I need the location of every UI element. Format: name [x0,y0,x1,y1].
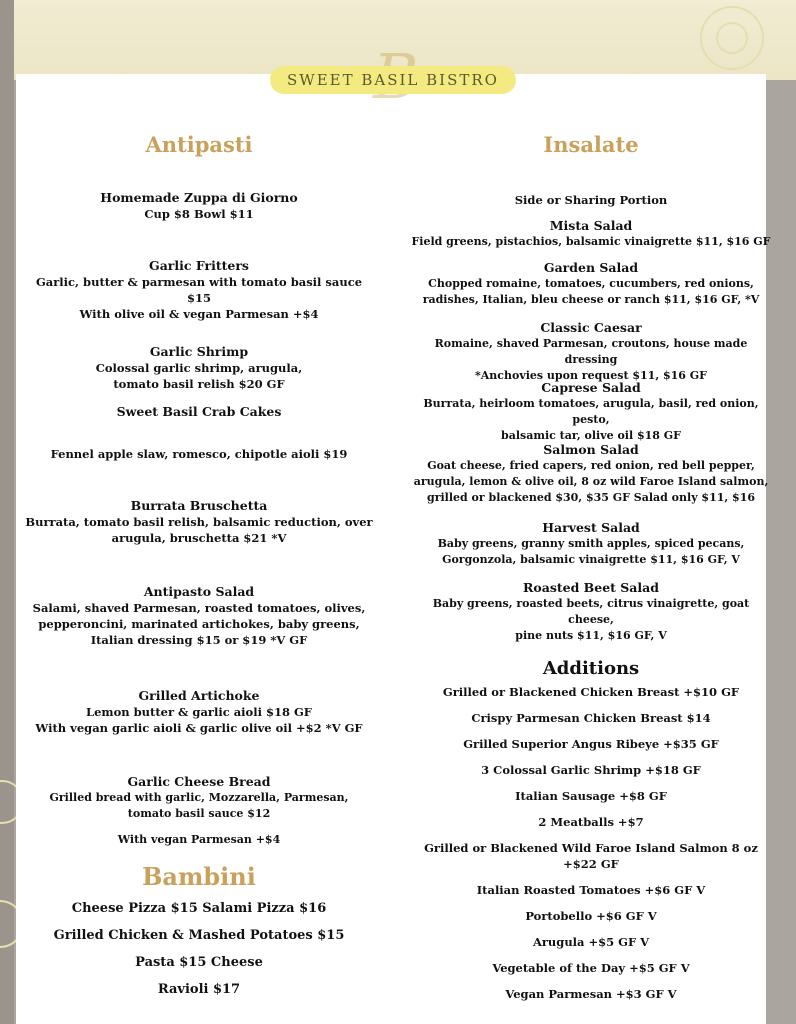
item-name: Roasted Beet Salad [523,580,659,595]
insalate-column [410,128,772,1008]
item-name: Grilled Artichoke [138,688,260,703]
item-desc: With olive oil & vegan Parmesan +$4 [79,307,319,321]
item-desc: Cup $8 Bowl $11 [144,207,254,221]
menu-item [24,584,374,648]
antipasti-column [24,128,374,1008]
item-desc: Baby greens, granny smith apples, spiced pecans, [437,537,745,550]
item-name: Burrata Bruschetta [130,498,268,513]
item-desc: Grilled bread with garlic, Mozzarella, Parmesan, [49,791,349,804]
insalate-subtitle: Side or Sharing Portion [514,193,668,207]
item-name: Classic Caesar [540,320,642,335]
additions-list [410,684,772,1002]
item-desc: Burrata, heirloom tomatoes, arugula, basil, red onion, pesto, [423,397,759,426]
item-desc: grilled or blackened $30, $35 GF Salad only $11, $16 [427,491,755,504]
menu-item [24,258,374,322]
item-desc: arugula, bruschetta $21 *V [111,531,287,545]
menu-item [410,442,772,506]
item-desc: Garlic, butter & parmesan with tomato basil sauce $15 [35,275,363,305]
item-desc: Gorgonzola, balsamic vinaigrette $11, $16 GF, V [442,553,740,566]
bambini-line: Ravioli $17 [157,982,241,997]
item-name: Homemade Zuppa di Giorno [100,190,298,205]
item-desc: pine nuts $11, $16 GF, V [515,629,667,642]
item-desc: Romaine, shaved Parmesan, croutons, house made dressing [434,337,748,366]
item-desc: Goat cheese, fried capers, red onion, red bell pepper, [427,459,755,472]
addition-line: Grilled Superior Angus Ribeye +$35 GF [463,737,719,751]
item-name: Garlic Fritters [149,258,249,273]
menu-item [410,260,772,308]
menu-item [410,320,772,384]
item-name: Garlic Shrimp [149,344,249,359]
menu-item [410,380,772,444]
menu-item [24,404,374,462]
item-desc: *Anchovies upon request $11, $16 GF [475,369,707,382]
item-desc: Burrata, tomato basil relish, balsamic reduction, over [25,515,373,529]
additions-title: Additions [542,658,640,679]
item-desc: tomato basil sauce $12 [127,807,271,820]
item-desc: pepperoncini, marinated artichokes, baby greens, [38,617,360,631]
item-desc: arugula, lemon & olive oil, 8 oz wild Faroe Island salmon, [413,475,769,488]
item-desc: With vegan garlic aioli & garlic olive oil +$2 *V GF [35,721,363,735]
item-desc: Lemon butter & garlic aioli $18 GF [86,705,312,719]
item-desc: Field greens, pistachios, balsamic vinaigrette $11, $16 GF [411,235,771,248]
item-desc: radishes, Italian, bleu cheese or ranch $11, $16 GF, *V [422,293,760,306]
addition-line: 2 Meatballs +$7 [538,815,644,829]
item-name: Sweet Basil Crab Cakes [116,404,282,419]
addition-line: Crispy Parmesan Chicken Breast $14 [471,711,711,725]
item-desc: tomato basil relish $20 GF [113,377,285,391]
item-name: Garden Salad [543,260,639,275]
menu-item [410,218,772,250]
item-desc: Salami, shaved Parmesan, roasted tomatoes, olives, [32,601,366,615]
addition-line: Italian Roasted Tomatoes +$6 GF V [476,883,706,897]
item-desc: balsamic tar, olive oil $18 GF [501,429,681,442]
item-desc: Chopped romaine, tomatoes, cucumbers, red onions, [428,277,754,290]
item-desc: With vegan Parmesan +$4 [117,833,281,846]
item-name: Salmon Salad [543,442,639,457]
bambini-line: Grilled Chicken & Mashed Potatoes $15 [53,928,345,943]
item-desc: Baby greens, roasted beets, citrus vinaigrette, goat cheese, [432,597,750,626]
item-name: Caprese Salad [541,380,641,395]
item-name: Mista Salad [549,218,633,233]
addition-line: Vegetable of the Day +$5 GF V [492,961,690,975]
addition-line: Grilled or Blackened Chicken Breast +$10 GF [442,685,740,699]
restaurant-logo: SWEET BASIL BISTRO [270,66,516,94]
item-desc: Italian dressing $15 or $19 *V GF [90,633,308,647]
swirl-ornament-top-right-inner [716,22,748,54]
menu-item [24,344,374,392]
insalate-title: Insalate [543,132,639,157]
menu-item [410,520,772,568]
addition-line: Italian Sausage +$8 GF [515,789,667,803]
item-desc: Colossal garlic shrimp, arugula, [95,361,303,375]
addition-line: 3 Colossal Garlic Shrimp +$18 GF [481,763,701,777]
item-name: Harvest Salad [542,520,640,535]
menu-item [410,580,772,644]
bambini-list [24,900,374,999]
menu-item [24,774,374,848]
addition-line: Arugula +$5 GF V [532,935,650,949]
menu-item [24,190,374,222]
bambini-line: Pasta $15 Cheese [135,955,263,970]
addition-line: Grilled or Blackened Wild Faroe Island Salmon 8 oz +$22 GF [424,841,758,871]
paper-texture-left [0,0,14,1024]
item-desc: Fennel apple slaw, romesco, chipotle aioli $19 [50,447,348,461]
addition-line: Vegan Parmesan +$3 GF V [505,987,677,1001]
addition-line: Portobello +$6 GF V [525,909,657,923]
bambini-line: Cheese Pizza $15 Salami Pizza $16 [71,901,327,916]
antipasti-title: Antipasti [145,132,253,157]
item-name: Antipasto Salad [143,584,255,599]
bambini-title: Bambini [142,862,256,891]
menu-item [24,498,374,546]
item-name: Garlic Cheese Bread [127,774,271,789]
menu-item [24,688,374,736]
